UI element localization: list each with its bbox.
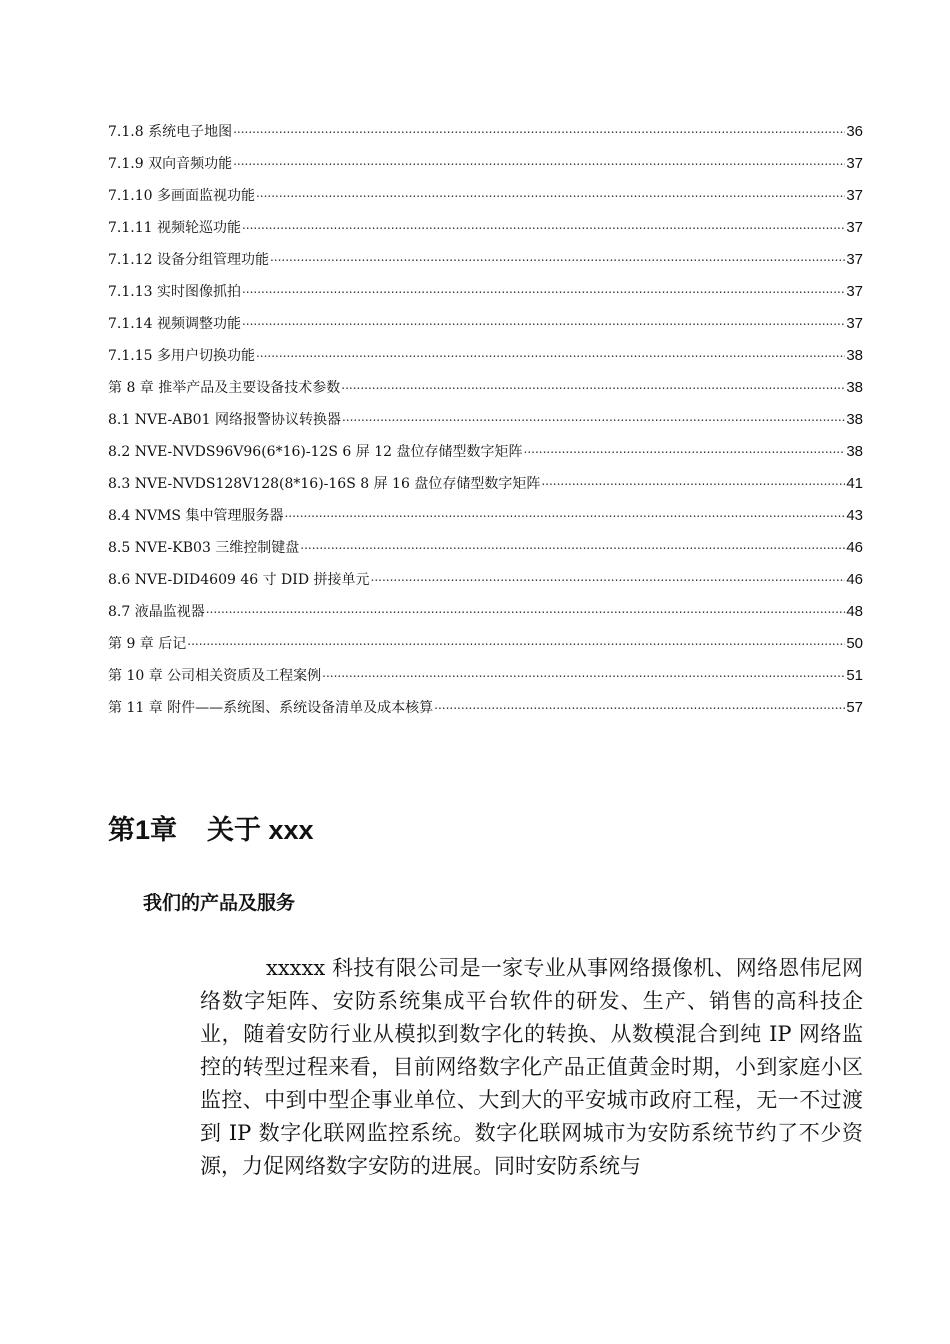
toc-entry-page: 38 bbox=[846, 411, 863, 428]
toc-entry-page: 41 bbox=[846, 475, 863, 492]
toc-entry-page: 43 bbox=[846, 507, 863, 524]
toc-entry-title: 7.1.10 多画面监视功能 bbox=[108, 188, 255, 204]
toc-entry-title: 7.1.11 视频轮巡功能 bbox=[108, 220, 241, 236]
toc-entry[interactable] bbox=[108, 302, 863, 334]
toc-entry[interactable] bbox=[108, 174, 863, 206]
toc-entry-page: 48 bbox=[846, 603, 863, 620]
toc-leader-dots bbox=[206, 602, 846, 622]
toc-leader-dots bbox=[242, 218, 845, 238]
toc-entry-page: 50 bbox=[846, 635, 863, 652]
toc-entry-page: 37 bbox=[846, 251, 863, 268]
table-of-contents bbox=[108, 110, 863, 718]
toc-entry[interactable] bbox=[108, 142, 863, 174]
toc-entry-title: 8.5 NVE-KB03 三维控制键盘 bbox=[108, 540, 300, 556]
toc-entry-page: 57 bbox=[846, 699, 863, 716]
toc-leader-dots bbox=[256, 346, 845, 366]
toc-leader-dots bbox=[187, 634, 845, 654]
toc-entry-title: 第 11 章 附件——系统图、系统设备清单及成本核算 bbox=[108, 700, 434, 716]
toc-entry-title: 第 9 章 后记 bbox=[108, 636, 187, 652]
toc-entry-title: 7.1.15 多用户切换功能 bbox=[108, 348, 255, 364]
toc-entry-page: 37 bbox=[846, 187, 863, 204]
toc-entry-title: 8.7 液晶监视器 bbox=[108, 604, 205, 620]
chapter-heading: 第1章 关于 xxx bbox=[108, 815, 314, 845]
toc-entry[interactable] bbox=[108, 206, 863, 238]
toc-entry[interactable] bbox=[108, 622, 863, 654]
toc-leader-dots bbox=[242, 314, 845, 334]
toc-leader-dots bbox=[256, 186, 845, 206]
toc-leader-dots bbox=[434, 698, 845, 718]
toc-entry-title: 7.1.14 视频调整功能 bbox=[108, 316, 241, 332]
toc-entry-title: 第 8 章 推举产品及主要设备技术参数 bbox=[108, 380, 341, 396]
toc-entry[interactable] bbox=[108, 558, 863, 590]
toc-leader-dots bbox=[270, 250, 845, 270]
toc-entry-title: 7.1.12 设备分组管理功能 bbox=[108, 252, 269, 268]
toc-leader-dots bbox=[342, 410, 845, 430]
toc-entry-title: 8.2 NVE-NVDS96V96(6*16)-12S 6 屏 12 盘位存储型数字矩阵 bbox=[108, 444, 523, 460]
toc-leader-dots bbox=[341, 378, 845, 398]
toc-entry[interactable] bbox=[108, 238, 863, 270]
toc-leader-dots bbox=[322, 666, 845, 686]
toc-leader-dots bbox=[284, 506, 845, 526]
section-heading: 我们的产品及服务 bbox=[143, 892, 296, 914]
toc-entry[interactable] bbox=[108, 398, 863, 430]
toc-leader-dots bbox=[242, 282, 845, 302]
toc-entry-title: 7.1.13 实时图像抓拍 bbox=[108, 284, 241, 300]
toc-leader-dots bbox=[524, 442, 846, 462]
toc-entry[interactable] bbox=[108, 462, 863, 494]
toc-entry-page: 37 bbox=[846, 283, 863, 300]
toc-entry-page: 38 bbox=[846, 443, 863, 460]
toc-entry-page: 51 bbox=[846, 667, 863, 684]
toc-entry-title: 8.4 NVMS 集中管理服务器 bbox=[108, 508, 284, 524]
toc-entry-title: 第 10 章 公司相关资质及工程案例 bbox=[108, 668, 322, 684]
toc-entry-page: 37 bbox=[846, 315, 863, 332]
toc-entry[interactable] bbox=[108, 430, 863, 462]
toc-entry[interactable] bbox=[108, 110, 863, 142]
toc-entry-page: 46 bbox=[846, 539, 863, 556]
toc-entry[interactable] bbox=[108, 590, 863, 622]
toc-entry[interactable] bbox=[108, 494, 863, 526]
toc-entry[interactable] bbox=[108, 334, 863, 366]
toc-entry-page: 38 bbox=[846, 347, 863, 364]
toc-entry-title: 7.1.9 双向音频功能 bbox=[108, 156, 233, 172]
body-paragraph: xxxxx 科技有限公司是一家专业从事网络摄像机、网络恩伟尼网络数字矩阵、安防系统集成平台软件的研发、生产、销售的高科技企业，随着安防行业从模拟到数字化的转换、从数模混合到纯 IP 网络监控的转型过程来看，目前网络数字化产品正值黄金时期，小到家庭小区监控、中到中型企事业单位、大到大的平安城市政府工程，无一不过渡到 IP 数字化联网监控系统。数字化联网城市为安防系统节约了不少资源，力促网络数字安防的进展。同时安防系统与 bbox=[200, 956, 863, 1178]
toc-entry-page: 38 bbox=[846, 379, 863, 396]
toc-entry-page: 36 bbox=[846, 123, 863, 140]
toc-entry[interactable] bbox=[108, 270, 863, 302]
toc-entry[interactable] bbox=[108, 654, 863, 686]
toc-entry-page: 37 bbox=[846, 219, 863, 236]
toc-leader-dots bbox=[541, 474, 845, 494]
toc-entry[interactable] bbox=[108, 366, 863, 398]
toc-entry-title: 8.6 NVE-DID4609 46 寸 DID 拼接单元 bbox=[108, 572, 370, 588]
toc-entry[interactable] bbox=[108, 686, 863, 718]
toc-entry-title: 7.1.8 系统电子地图 bbox=[108, 124, 233, 140]
toc-entry[interactable] bbox=[108, 526, 863, 558]
toc-leader-dots bbox=[300, 538, 845, 558]
toc-entry-page: 37 bbox=[846, 155, 863, 172]
toc-entry-title: 8.1 NVE-AB01 网络报警协议转换器 bbox=[108, 412, 341, 428]
toc-leader-dots bbox=[233, 122, 845, 142]
toc-entry-page: 46 bbox=[846, 571, 863, 588]
toc-leader-dots bbox=[233, 154, 845, 174]
toc-entry-title: 8.3 NVE-NVDS128V128(8*16)-16S 8 屏 16 盘位存储型数字矩阵 bbox=[108, 476, 541, 492]
toc-leader-dots bbox=[371, 570, 846, 590]
